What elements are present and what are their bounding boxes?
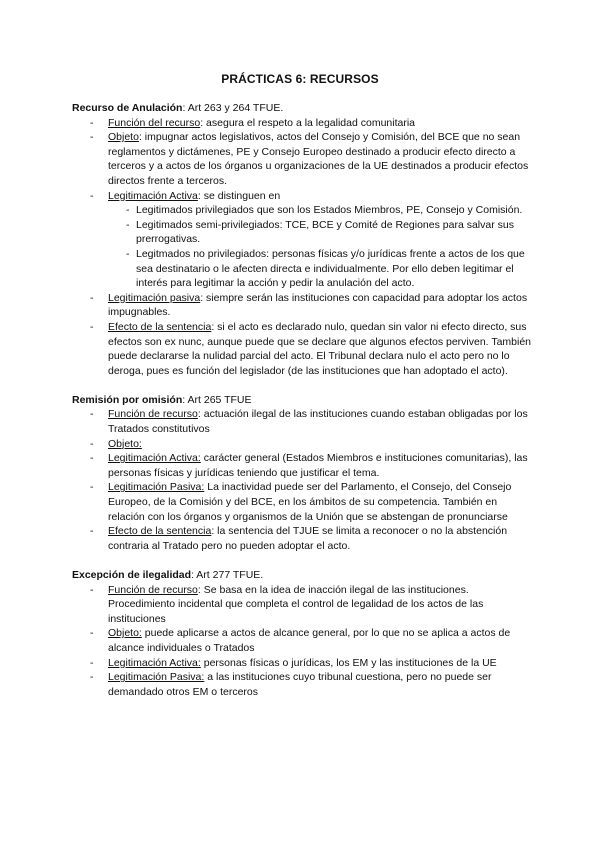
section-heading-ref: : Art 263 y 264 TFUE. [182, 102, 284, 114]
list-item [72, 656, 532, 671]
item-text: carácter general (Estados Miembros e instituciones comunitarias), las personas físicas y jurídicas teniendo que justificar el tema. [108, 452, 528, 479]
list-item [72, 189, 532, 291]
item-label: Función de recurso [108, 408, 198, 421]
section-heading-title: Remisión por omisión [72, 393, 183, 406]
item-text: puede aplicarse a actos de alcance general, por lo que no se aplica a actos de alcance individuales o Tratados [108, 627, 511, 654]
list-item [72, 583, 532, 627]
list-item [72, 320, 532, 378]
item-label: Función de recurso [108, 583, 198, 596]
item-text: : siempre serán las instituciones con capacidad para adoptar los actos impugnables. [108, 291, 528, 319]
sub-list-item: - Legitimados privilegiados que son los Estados Miembros, PE, Consejo y Comisión. [72, 203, 532, 218]
item-text: : impugnar actos legislativos, actos del Consejo y Comisión, del BCE que no sean reglamentos y dictámenes, PE y Consejo Europeo destinado a producir efecto directo a terceros y a actos de los órganos u organizaciones de la UE destinados a producir efectos directos frente a terceros. [108, 131, 529, 187]
item-label: Legitimación Activa: [108, 656, 201, 669]
list-item [72, 480, 532, 524]
list-item [72, 407, 532, 436]
item-label: Legitimación Pasiva: [108, 671, 205, 684]
item-label: Objeto: [108, 627, 142, 640]
list-item [72, 451, 532, 480]
item-text: : la sentencia del TJUE se limita a reconocer o no la abstención contraria al Tratado pero no pueden adoptar el acto. [108, 525, 508, 552]
item-text: : asegura el respeto a la legalidad comunitaria [200, 116, 416, 129]
section-heading-title: Recurso de Anulación [72, 102, 183, 114]
item-label: Legitimación Activa: [108, 452, 201, 465]
section-excepcion-ilegalidad [72, 568, 532, 699]
document-body [72, 101, 532, 714]
item-label: Función del recurso [108, 116, 201, 129]
item-text: personas físicas o jurídicas, los EM y las instituciones de la UE [200, 656, 497, 669]
section-heading [72, 568, 532, 583]
section-recurso-anulacion [72, 101, 532, 378]
sub-list [72, 203, 532, 291]
list-item [72, 626, 532, 655]
item-label: Objeto [108, 131, 139, 144]
item-label: Efecto de la sentencia [108, 320, 212, 333]
item-label: Legitimación Pasiva: [108, 481, 205, 494]
section-heading-ref: : Art 277 TFUE. [191, 569, 264, 581]
section-list [72, 116, 532, 379]
page-title: PRÁCTICAS 6: RECURSOS [221, 72, 379, 86]
item-text: : Se basa en la idea de inacción ilegal de las instituciones. Procedimiento incidental que completa el control de legalidad de los actos de las instituciones [108, 583, 484, 625]
item-label: Legitimación Activa [108, 189, 198, 202]
list-item [72, 437, 532, 452]
section-remision-omision [72, 393, 532, 554]
list-item [72, 524, 532, 553]
list-item [72, 291, 532, 320]
item-text: La inactividad puede ser del Parlamento, el Consejo, del Consejo Europeo, de la Comisión y del BCE, en los ámbitos de su competencia. También en relación con los órganos y organismos de la Unión que se abstengan de pronunciarse [108, 481, 512, 523]
item-label: Objeto: [108, 437, 142, 450]
section-heading [72, 101, 532, 116]
section-heading-ref: : Art 265 TFUE [182, 393, 252, 406]
list-item [72, 116, 532, 131]
item-text: : si el acto es declarado nulo, quedan sin valor ni efecto directo, sus efectos son ex nunc, aunque puede que se declare que algunos efectos perviven. También puede declararse la nulidad parcial del acto. El Tribunal declara nulo el acto pero no lo deroga, pues es función del legislador (de las instituciones que han adoptado el acto). [108, 320, 532, 377]
section-heading [72, 393, 532, 408]
sub-list-item: - Legitimados semi-privilegiados: TCE, BCE y Comité de Regiones para salvar sus prerrogativas. [72, 218, 532, 247]
section-list [72, 583, 532, 700]
section-list [72, 407, 532, 553]
sub-list-item: - Legitmados no privilegiados: personas físicas y/o jurídicas frente a actos de los que sea destinatario o le afecten directa e individualmente. Por ello deben legitimar el interés para legitimar la acción y pedir la anulación del acto. [72, 247, 532, 291]
item-text: : actuación ilegal de las instituciones cuando estaban obligadas por los Tratados constitutivos [108, 408, 528, 436]
item-label: Efecto de la sentencia [108, 525, 212, 538]
list-item [72, 670, 532, 699]
item-text: : se distinguen en [197, 189, 281, 202]
list-item [72, 130, 532, 188]
item-label: Legitimación pasiva [108, 291, 201, 304]
section-heading-title: Excepción de ilegalidad [72, 569, 192, 581]
item-text: a las instituciones cuyo tribunal cuestiona, pero no puede ser demandado otros EM o terceros [108, 671, 492, 698]
